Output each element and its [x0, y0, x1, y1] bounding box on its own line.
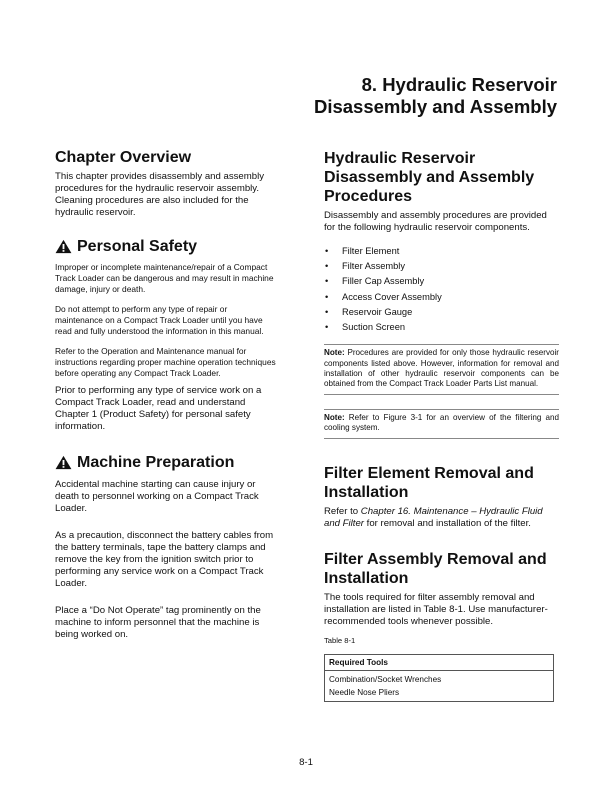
- table-header: Required Tools: [325, 654, 554, 670]
- filter-assembly-text: The tools required for filter assembly removal and installation are listed in Table 8-1. Use manufacturer-recommended tools whenever possible.: [324, 591, 548, 627]
- chapter-overview-heading: Chapter Overview: [55, 149, 192, 166]
- table-row: Needle Nose Pliers: [325, 686, 554, 702]
- page-number: 8-1: [299, 757, 313, 768]
- note-text: Procedures are provided for only those hydraulic reservoir components listed above. However, information for removal and installation of other hydraulic reservoir components can be obtained from the Compact Track Loader Parts List manual.: [324, 348, 559, 389]
- filter-element-text-pre: Refer to: [324, 505, 361, 517]
- left-column: [55, 148, 277, 641]
- list-item: • Access Cover Assembly: [324, 290, 559, 305]
- filter-element-text: [324, 506, 559, 530]
- personal-safety-header: [55, 237, 277, 256]
- table-caption: Table 8-1: [324, 635, 356, 645]
- filter-assembly-heading: Filter Assembly Removal and Installation: [324, 550, 547, 587]
- chapter-title: [237, 74, 557, 118]
- note-label: Note:: [324, 412, 345, 422]
- required-tools-table: [324, 654, 554, 702]
- components-list: [324, 244, 559, 335]
- safety-paragraph-2: Do not attempt to perform any type of repair or maintenance on a Compact Track Loader until you have read and fully understood the information in this manual.: [55, 304, 264, 336]
- warning-icon: [55, 455, 72, 470]
- list-item: • Filter Assembly: [324, 259, 559, 274]
- note-text: Refer to Figure 3-1 for an overview of the filtering and cooling system.: [324, 412, 559, 433]
- chapter-title-line1: 8. Hydraulic Reservoir: [361, 74, 557, 95]
- warning-icon: [55, 239, 72, 254]
- machine-preparation-heading: Machine Preparation: [77, 454, 235, 471]
- manual-reference: Chapter 16. Maintenance – Hydraulic Fluid and Filter: [324, 505, 543, 529]
- procedures-heading: Hydraulic Reservoir Disassembly and Assembly Procedures: [324, 150, 535, 205]
- machine-paragraph-1: Accidental machine starting can cause injury or death to personnel working on a Compact Track Loader.: [55, 479, 259, 514]
- procedures-intro: Disassembly and assembly procedures are provided for the following hydraulic reservoir components.: [324, 210, 547, 233]
- personal-safety-heading: Personal Safety: [77, 238, 198, 255]
- machine-paragraph-3: Place a “Do Not Operate” tag prominently on the machine to inform personnel that the machine is being worked on.: [55, 605, 261, 640]
- safety-paragraph-4: Prior to performing any type of service work on a Compact Track Loader, read and understand Chapter 1 (Product Safety) for personal safety information.: [55, 385, 262, 432]
- filter-element-text-post: for removal and installation of the filter.: [364, 517, 531, 529]
- machine-paragraph-2: As a precaution, disconnect the battery cables from the battery terminals, tape the battery clamps and remove the key from the ignition switch prior to performing any service work on a Compact Track Loader.: [55, 530, 274, 589]
- safety-paragraph-3: Refer to the Operation and Maintenance manual for instructions regarding proper machine operation techniques before operating any Compact Track Loader.: [55, 346, 276, 378]
- chapter-title-line2: Disassembly and Assembly: [313, 96, 557, 117]
- right-column: [324, 149, 559, 702]
- safety-paragraph-1: Improper or incomplete maintenance/repair of a Compact Track Loader can be dangerous and may result in machine damage, injury or death.: [55, 262, 274, 294]
- list-item: • Filter Element: [324, 244, 559, 259]
- list-item: • Filler Cap Assembly: [324, 274, 559, 289]
- list-item: • Reservoir Gauge: [324, 305, 559, 320]
- machine-preparation-header: [55, 453, 277, 472]
- chapter-overview-text: This chapter provides disassembly and assembly procedures for the hydraulic reservoir assembly. Cleaning procedures are also included for the hydraulic reservoir.: [55, 171, 265, 218]
- note-components: [324, 344, 559, 395]
- list-item: • Suction Screen: [324, 320, 559, 335]
- filter-element-heading: Filter Element Removal and Installation: [324, 464, 534, 501]
- note-label: Note:: [324, 348, 345, 358]
- note-figure: [324, 409, 559, 439]
- table-row: Combination/Socket Wrenches: [325, 670, 554, 686]
